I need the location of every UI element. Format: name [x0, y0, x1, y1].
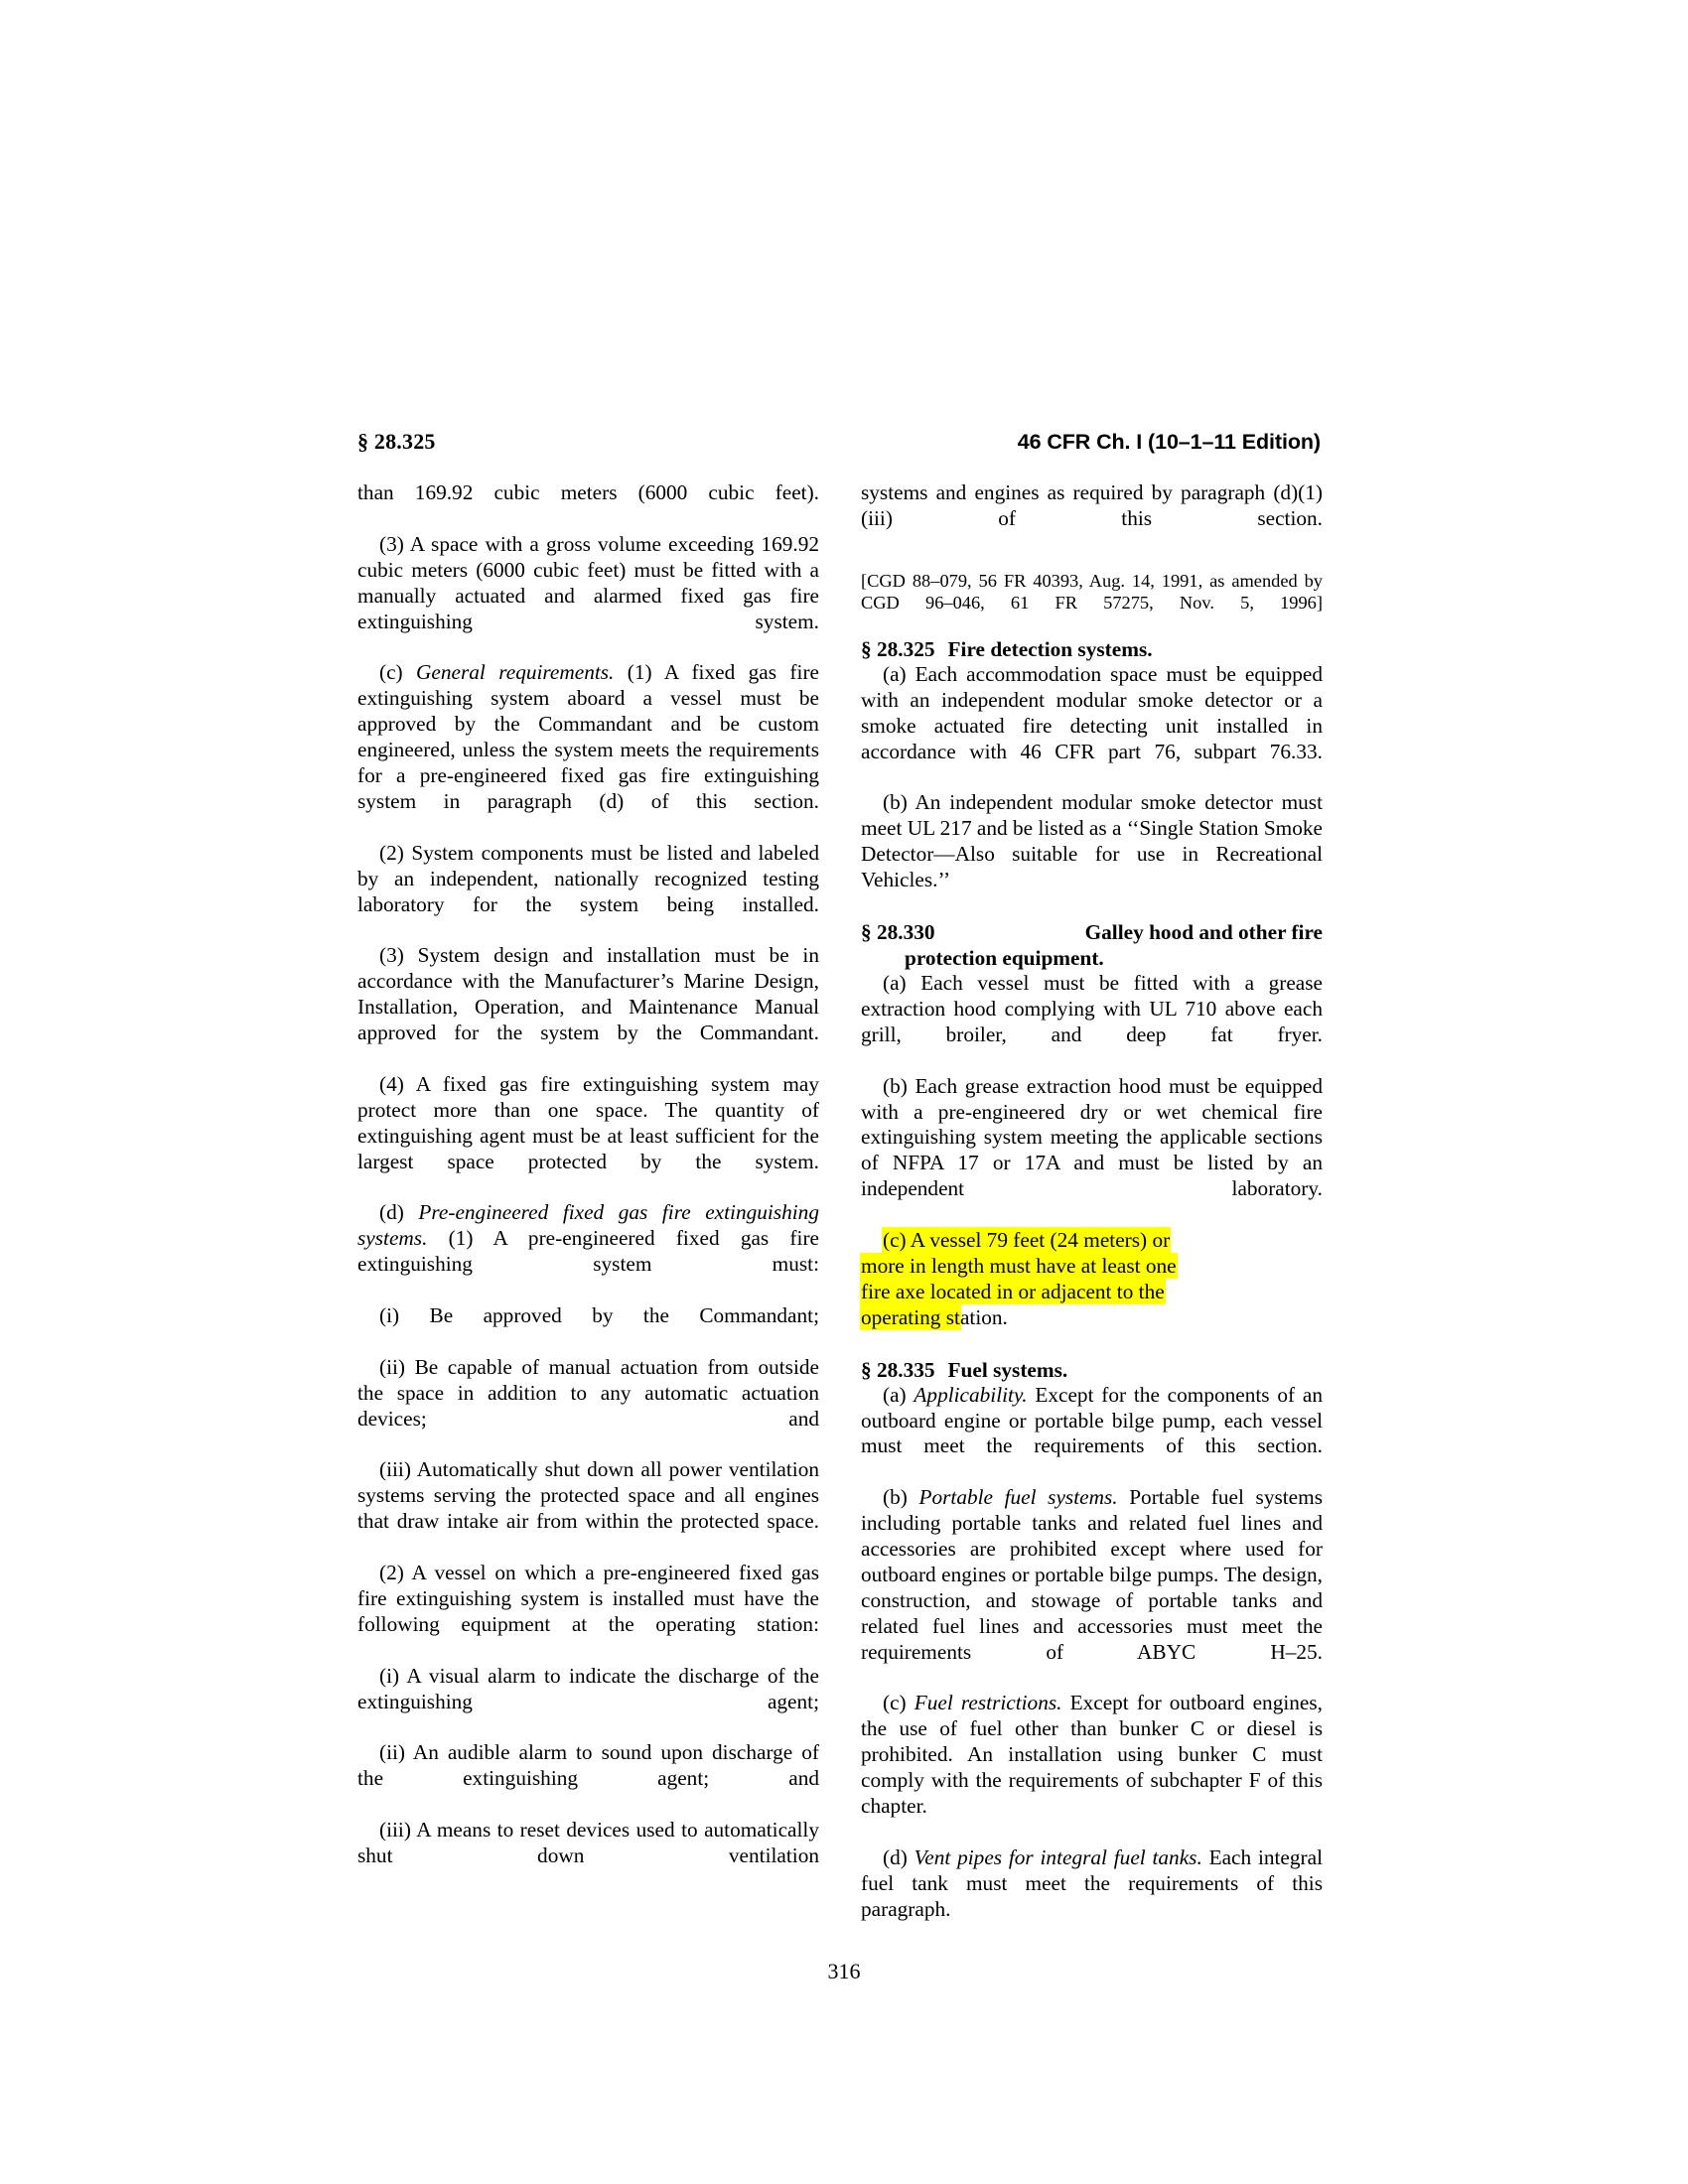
- section-number-28-335: § 28.335: [861, 1357, 935, 1382]
- paragraph-335-d-italic-title: Vent pipes for integral fuel tanks.: [914, 1844, 1202, 1869]
- section-number-28-325: § 28.325: [861, 636, 935, 661]
- paragraph-335-c-italic-title: Fuel restrictions.: [914, 1691, 1062, 1715]
- paragraph-d1-body: (1) A pre-engineered fixed gas fire extinguishing system must:: [357, 1226, 819, 1277]
- section-title-28-325: Fire detection systems.: [947, 636, 1153, 661]
- paragraph-d2-i: (i) A visual alarm to indicate the discharge of the extinguishing agent;: [357, 1663, 819, 1713]
- paragraph-335-c-lead: (c): [883, 1691, 914, 1715]
- section-number-28-330: § 28.330: [861, 920, 935, 944]
- paragraph-d1: [357, 1200, 819, 1303]
- paragraph-b3: (3) A space with a gross volume exceeding 169.92 cubic meters (6000 cubic feet) must be fitted with a manually actuated and alarmed fixed gas fire extinguishing system.: [357, 531, 819, 633]
- paragraph-330-a: (a) Each vessel must be fitted with a grease extraction hood complying with UL 710 above each grill, broiler, and deep fat fryer.: [861, 971, 1323, 1046]
- paragraph-c2: (2) System components must be listed and labeled by an independent, nationally recognized testing laboratory for the system being installed.: [357, 840, 819, 916]
- section-title-28-335: Fuel systems.: [947, 1357, 1068, 1382]
- paragraph-330-c-tail: ation.: [959, 1304, 1008, 1329]
- body-columns: [357, 480, 1323, 1920]
- section-title-28-330-line1: Galley hood and other fire: [1084, 920, 1323, 944]
- paragraph-c4: (4) A fixed gas fire extinguishing system may protect more than one space. The quantity of extinguishing agent must be at least sufficient for the largest space protected by the system.: [357, 1071, 819, 1173]
- highlight-line-3: fire axe located in or adjacent to the: [861, 1279, 1165, 1303]
- paragraph-d2: (2) A vessel on which a pre-engineered fixed gas fire extinguishing system is installed must have the following equipment at the operating station:: [357, 1561, 819, 1636]
- paragraph-335-d-body: Each integral fuel tank must meet the requirements of this paragraph.: [861, 1844, 1323, 1921]
- running-head: [357, 429, 1321, 455]
- paragraph-d2-ii: (ii) An audible alarm to sound upon discharge of the extinguishing agent; and: [357, 1740, 819, 1791]
- paragraph-335-a: [861, 1383, 1323, 1486]
- paragraph-325-a: (a) Each accommodation space must be equipped with an independent modular smoke detector or a smoke actuated fire detecting unit installed in accordance with 46 CFR part 76, subpart 76.33.: [861, 661, 1323, 763]
- paragraph-330-c-highlighted: [861, 1228, 1323, 1357]
- paragraph-d1-ii: (ii) Be capable of manual actuation from outside the space in addition to any automatic actuation devices; and: [357, 1354, 819, 1431]
- paragraph-c1-lead: (c): [379, 660, 417, 685]
- section-heading-28-335: [861, 1357, 1323, 1383]
- paragraph-330-b: (b) Each grease extraction hood must be equipped with a pre-engineered dry or wet chemical fire extinguishing system meeting the applicable sections of NFPA 17 or 17A and must be listed by an independent laboratory.: [861, 1073, 1323, 1201]
- paragraph-b2-continuation: than 169.92 cubic meters (6000 cubic feet).: [357, 480, 819, 504]
- paragraph-335-b-body: Portable fuel systems including portable tanks and related fuel lines and accessories are prohibited except where used for outboard engines or portable bilge pumps. The design, construction, and stowage of portable tanks and related fuel lines and accessories must meet the requirements of ABYC H–25.: [861, 1485, 1323, 1664]
- paragraph-335-d: [861, 1845, 1323, 1949]
- highlight-line-2: more in length must have at least one: [861, 1253, 1177, 1278]
- paragraph-335-a-italic-title: Applicability.: [914, 1382, 1028, 1407]
- paragraph-c3: (3) System design and installation must be in accordance with the Manufacturer’s Marine Design, Installation, Operation, and Maintenance Manual approved for the system by the Commandant.: [357, 943, 819, 1045]
- paragraph-d1-i: (i) Be approved by the Commandant;: [379, 1303, 819, 1327]
- paragraph-c1: [357, 660, 819, 840]
- section-heading-28-325: [861, 636, 1323, 662]
- section-title-28-330-line2: protection equipment.: [905, 946, 1104, 970]
- paragraph-325-b: (b) An independent modular smoke detector must meet UL 217 and be listed as a ‘‘Single Station Smoke Detector—Also suitable for use in Recreational Vehicles.’’: [861, 790, 1323, 892]
- right-column: [861, 480, 1323, 1920]
- section-heading-28-330: [861, 919, 1323, 971]
- left-column: [357, 480, 819, 1920]
- paragraph-c1-italic-title: General requirements.: [416, 660, 615, 685]
- paragraph-335-d-lead: (d): [883, 1844, 914, 1869]
- running-head-edition: 46 CFR Ch. I (10–1–11 Edition): [1017, 430, 1321, 454]
- paragraph-d1-italic-title: Pre-engineered fixed gas fire extinguishing systems.: [357, 1200, 819, 1251]
- highlight-line-4: operating st: [861, 1304, 960, 1329]
- paragraph-d1-lead: (d): [379, 1200, 419, 1225]
- running-head-section-number: § 28.325: [357, 429, 436, 454]
- paragraph-d1-iii: (iii) Automatically shut down all power ventilation systems serving the protected space and all engines that draw intake air from within the protected space.: [357, 1457, 819, 1534]
- page-number: 316: [827, 1959, 861, 1983]
- paragraph-d2-iii: (iii) A means to reset devices used to automatically shut down ventilation: [357, 1818, 819, 1868]
- paragraph-c1-body: (1) A fixed gas fire extinguishing system aboard a vessel must be approved by the Commandant and be custom engineered, unless the system meets the requirements for a pre-engineered fixed gas fire extinguishing system in paragraph (d) of this section.: [357, 660, 819, 813]
- paragraph-continuation: systems and engines as required by paragraph (d)(1)(iii) of this section.: [861, 480, 1323, 530]
- paragraph-335-a-lead: (a): [883, 1382, 914, 1407]
- paragraph-335-c-body: Except for outboard engines, the use of fuel other than bunker C or diesel is prohibited. An installation using bunker C must comply with the requirements of subchapter F of this chapter.: [861, 1691, 1323, 1819]
- source-citation: [CGD 88–079, 56 FR 40393, Aug. 14, 1991, as amended by CGD 96–046, 61 FR 57275, Nov. 5, 1996]: [861, 570, 1323, 614]
- section-heading-28-330-line1: [861, 919, 1323, 945]
- highlight-line-1: (c) A vessel 79 feet (24 meters) or: [883, 1228, 1171, 1253]
- paragraph-335-b-italic-title: Portable fuel systems.: [918, 1485, 1118, 1510]
- paragraph-335-b: [861, 1485, 1323, 1691]
- paragraph-335-a-body: Except for the components of an outboard engine or portable bilge pump, each vessel must meet the requirements of this section.: [861, 1382, 1323, 1458]
- paragraph-335-b-lead: (b): [883, 1485, 919, 1510]
- paragraph-335-c: [861, 1691, 1323, 1844]
